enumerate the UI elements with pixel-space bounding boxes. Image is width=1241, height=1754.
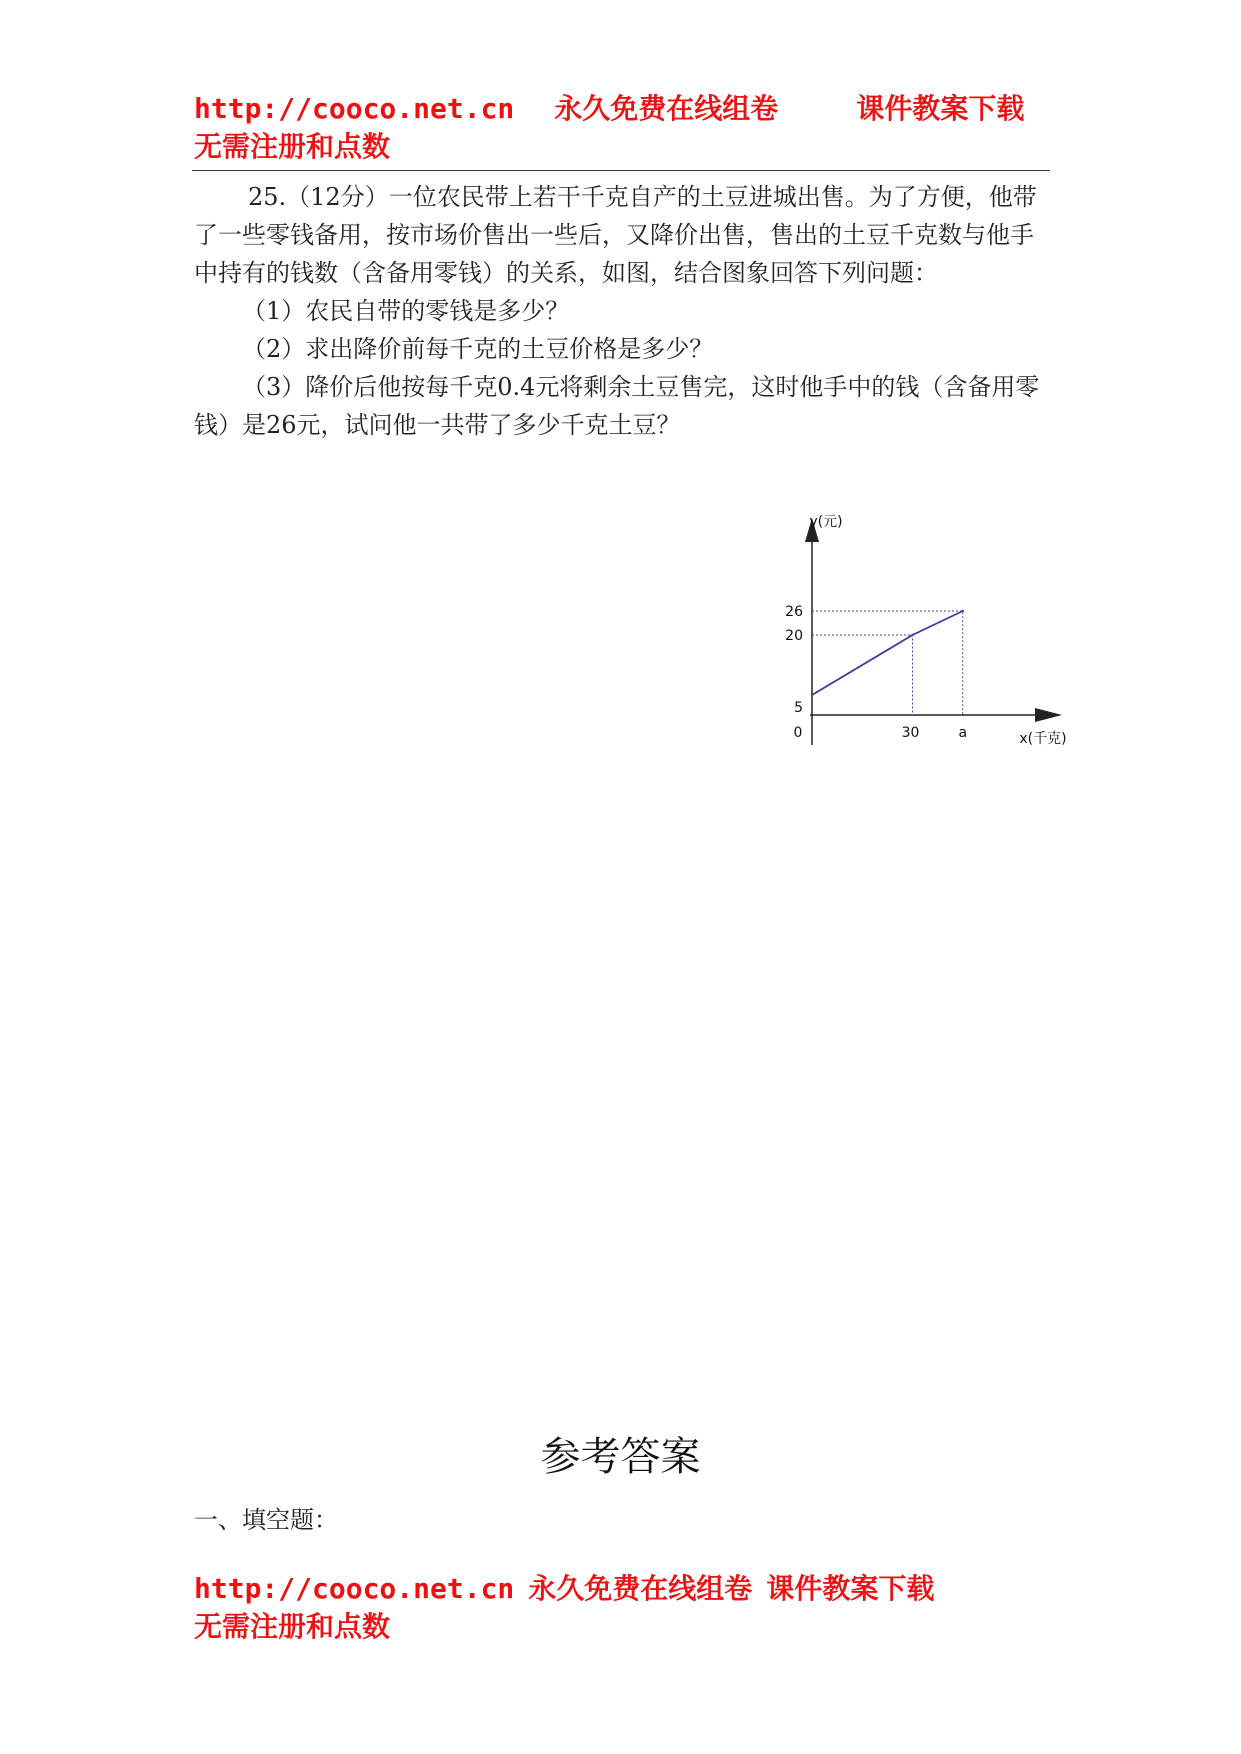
function-graph: [780, 510, 1080, 770]
header-line2: 无需注册和点数: [194, 130, 391, 163]
x-axis-label: x(千克): [1019, 731, 1067, 747]
header-watermark-top: [194, 90, 1054, 166]
footer-line2: 无需注册和点数: [194, 1610, 391, 1643]
x-tick-label-a: a: [958, 725, 968, 741]
answer-title: 参考答案: [540, 1434, 701, 1480]
y-tick-label-5: 5: [794, 700, 803, 716]
x-tick-label-30: 30: [901, 725, 920, 741]
section-heading: 一、填空题：: [194, 1506, 338, 1534]
y-tick-label-26: 26: [785, 604, 803, 620]
guide-line-30-20: [812, 635, 913, 715]
series-point-1: [911, 634, 913, 636]
header-divider: [192, 170, 1050, 171]
problem-25: [194, 178, 1054, 444]
footer-download-text: 课件教案下载: [766, 1572, 935, 1605]
problem-intro: 25.（12分）一位农民带上若干千克自产的土豆进城出售。为了方便，他带了一些零钱备用，按市场价售出一些后，又降价出售，售出的土豆千克数与他手中持有的钱数（含备用零钱）的关系，如图，结合图象回答下列问题：: [194, 183, 1037, 287]
series-line: [812, 611, 963, 695]
footer-url-link[interactable]: http://cooco.net.cn: [194, 1572, 515, 1605]
y-axis-label: y(元): [809, 514, 843, 530]
question-2: （2）求出降价前每千克的土豆价格是多少？: [242, 335, 714, 363]
guide-line-a-26: [812, 611, 963, 715]
question-3: （3）降价后他按每千克0.4元将剩余土豆售完，这时他手中的钱（含备用零钱）是26元，试问他一共带了多少千克土豆？: [194, 373, 1040, 439]
series-point-0: [811, 694, 813, 696]
origin-label: 0: [793, 725, 803, 741]
y-tick-label-20: 20: [785, 628, 803, 644]
header-download-text: 课件教案下载: [856, 92, 1025, 125]
header-watermark-bottom: [194, 1570, 1054, 1646]
series-point-2: [962, 610, 964, 612]
header-url-link[interactable]: http://cooco.net.cn: [194, 92, 515, 125]
header-slogan: 永久免费在线组卷: [554, 92, 779, 125]
question-1: （1）农民自带的零钱是多少？: [242, 297, 570, 325]
x-axis-arrow: [1035, 708, 1062, 722]
footer-slogan: 永久免费在线组卷: [528, 1572, 753, 1605]
